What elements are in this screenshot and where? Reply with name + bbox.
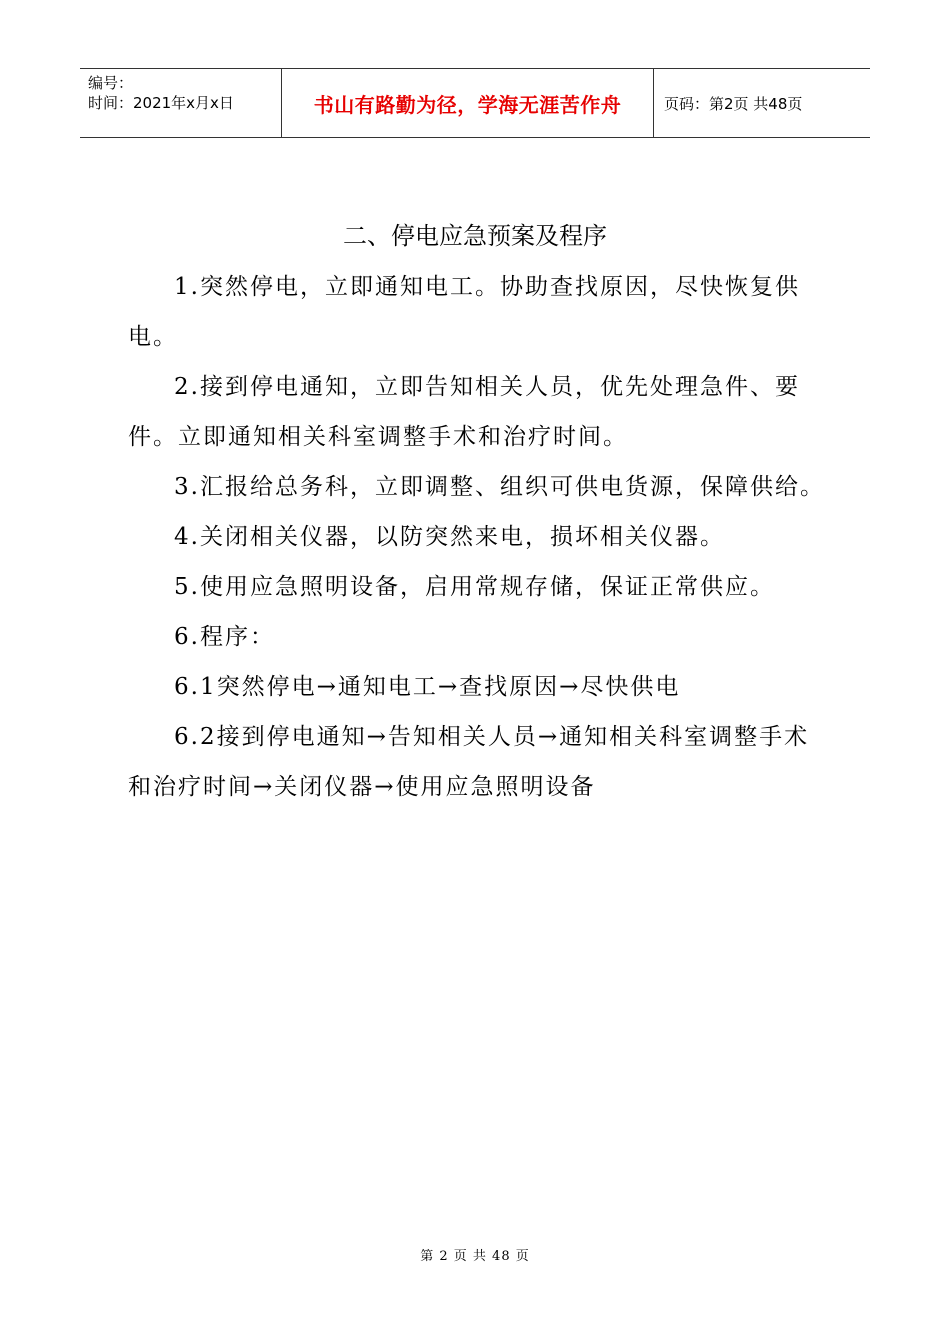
page-footer: 第 2 页 共 48 页	[420, 1249, 530, 1264]
paragraph: 5.使用应急照明设备，启用常规存储，保证正常供应。	[174, 574, 775, 600]
paragraph: 3.汇报给总务科，立即调整、组织可供电货源，保障供给。	[174, 474, 825, 500]
document-date-label: 时间：2021年x月x日	[88, 94, 234, 112]
document-body	[128, 262, 828, 812]
paragraph: 6.1突然停电→通知电工→查找原因→尽快供电	[174, 674, 681, 700]
paragraph: 2.接到停电通知，立即告知相关人员，优先处理急件、要件。立即通知相关科室调整手术和治疗时间。	[128, 374, 800, 450]
header-motto-cell	[282, 69, 654, 137]
document-number-label: 编号：	[88, 74, 134, 92]
document-title: 二、停电应急预案及程序	[343, 222, 607, 250]
header-meta-cell	[80, 69, 282, 137]
paragraph: 4.关闭相关仪器，以防突然来电，损坏相关仪器。	[174, 524, 725, 550]
paragraph: 1.突然停电，立即通知电工。协助查找原因，尽快恢复供电。	[128, 274, 800, 350]
header-motto: 书山有路勤为径，学海无涯苦作舟	[313, 92, 622, 117]
paragraph: 6.2接到停电通知→告知相关人员→通知相关科室调整手术和治疗时间→关闭仪器→使用应急照明设备	[128, 724, 810, 800]
header-page-cell	[654, 69, 870, 137]
paragraph: 6.程序：	[174, 624, 275, 650]
header-page-info: 页码：第2页 共48页	[664, 94, 803, 113]
page-header	[80, 68, 870, 138]
